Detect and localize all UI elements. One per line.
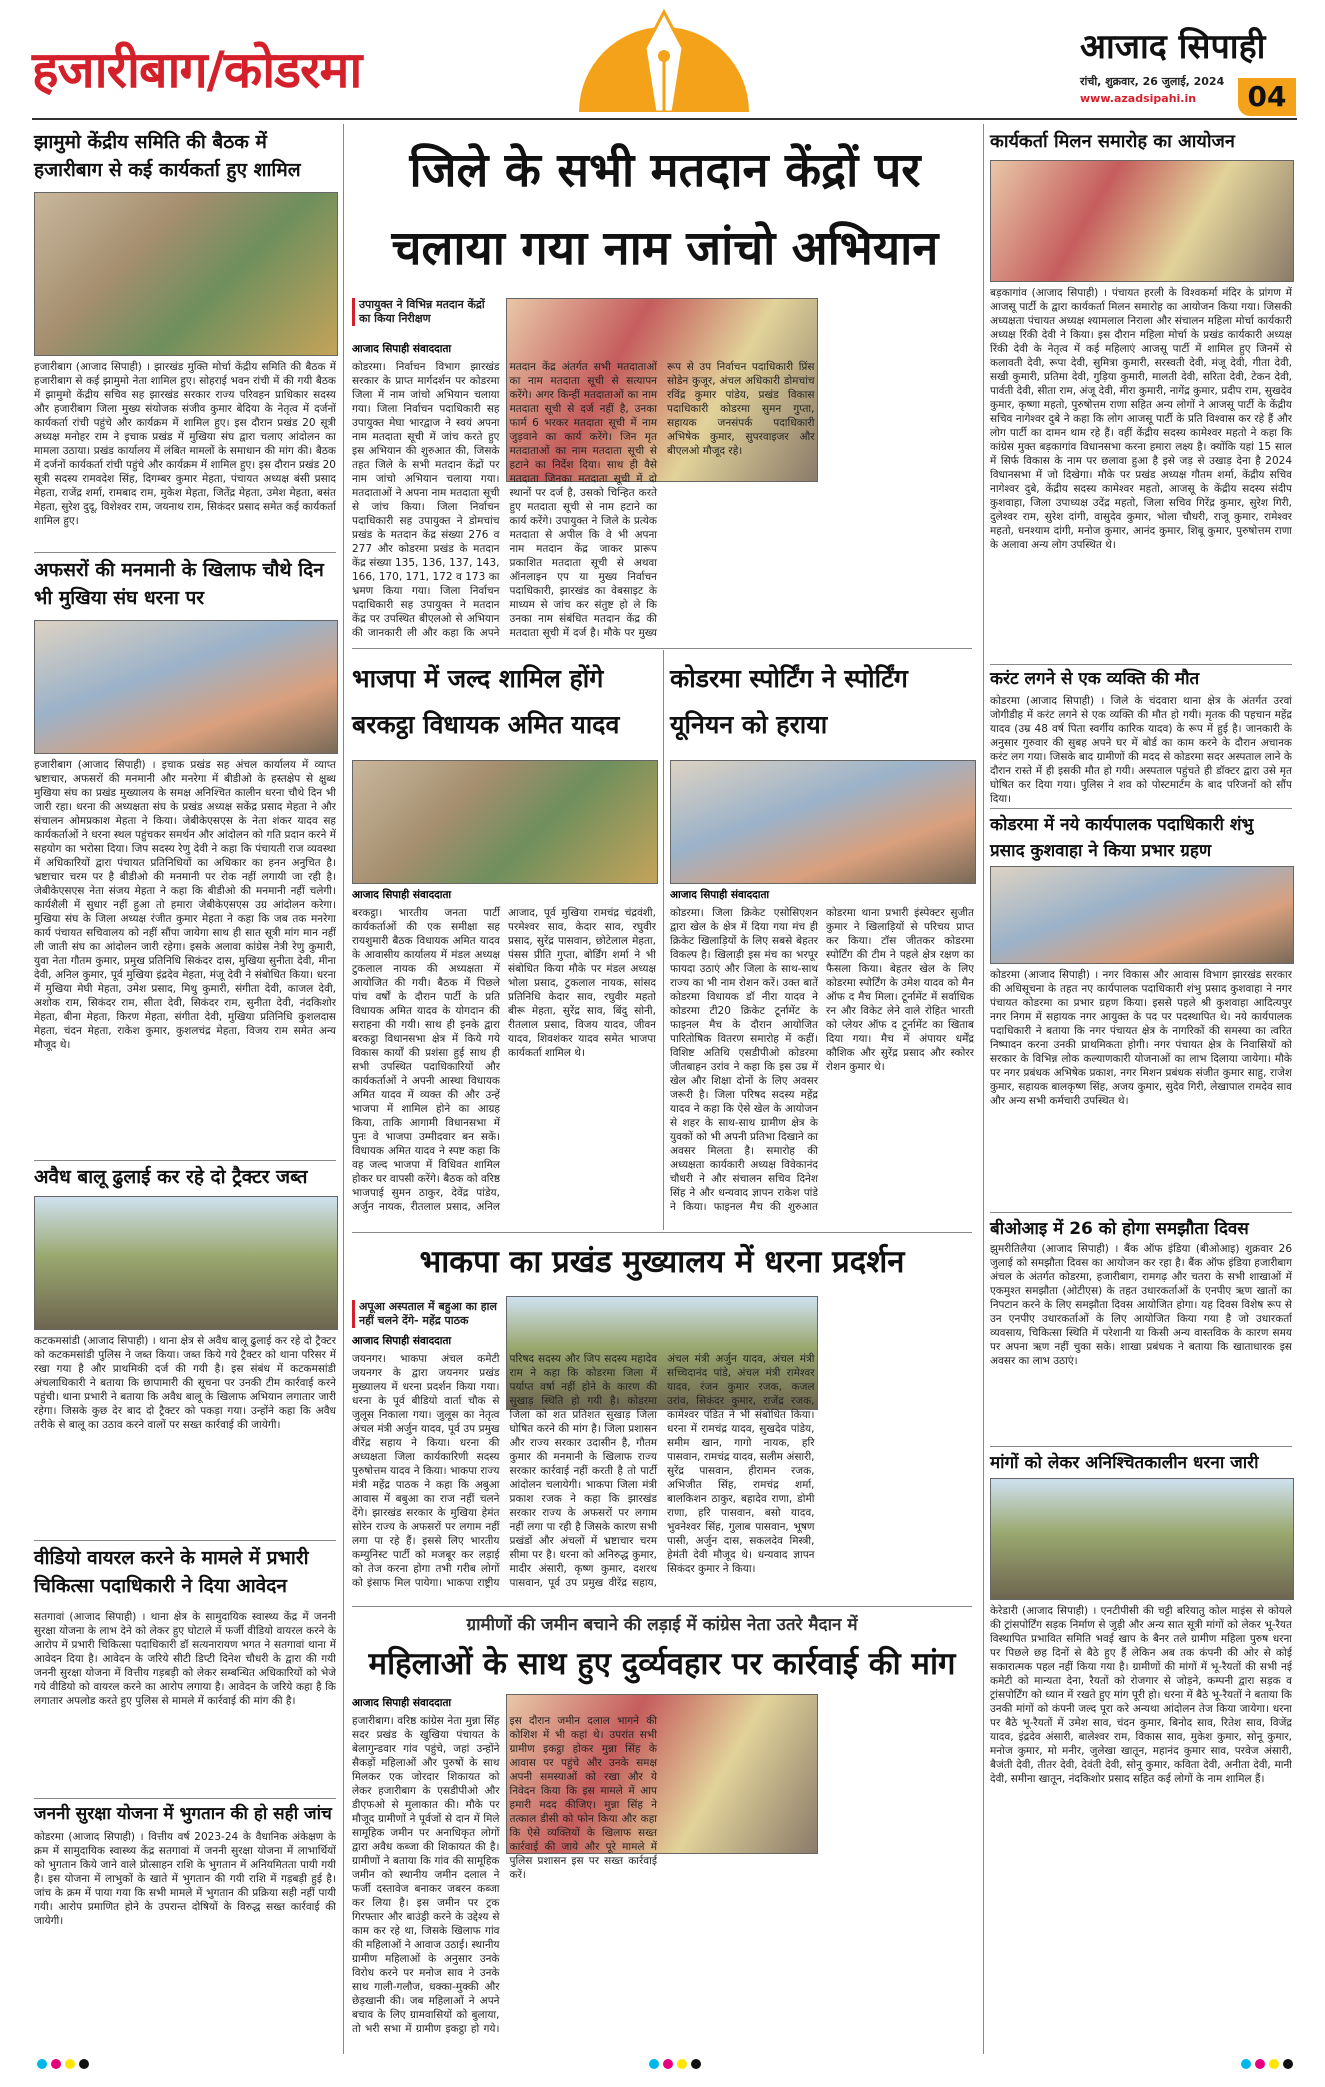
byline-congress: आजाद सिपाही संवाददाता xyxy=(352,1697,452,1709)
article-divider xyxy=(34,1798,336,1799)
column-divider xyxy=(663,650,664,1230)
article-divider xyxy=(352,1606,972,1607)
headline-nagar: कोडरमा में नये कार्यपालक पदाधिकारी शंभु प्रसाद कुशवाहा ने किया प्रभार ग्रहण xyxy=(990,815,1254,861)
masthead xyxy=(0,0,1325,118)
masthead-rule xyxy=(32,118,1297,120)
pen-nib-emblem-icon xyxy=(575,8,753,112)
headline-boi: बीओआइ में 26 को होगा समझौता दिवस xyxy=(990,1219,1249,1239)
article-body-sports xyxy=(670,906,974,1226)
article-divider xyxy=(34,1160,336,1161)
section-title: हजारीबाग/कोडरमा xyxy=(32,41,362,99)
article-body-afsaro: हजारीबाग (आजाद सिपाही) । इचाक प्रखंड सह अंचल कार्यालय में व्याप्त भ्रष्टाचार, अफसरों की मनमानी और मनरेगा में बीडीओ के हस्तक्षेप से क्षुब्ध मुखिया संघ का प्रखंड मुख्यालय के समक्ष अनिश्चित कालीन धरना चौथे दिन भी जारी रहा। धरना की अध्यक्षता संघ के प्रखंड अध्यक्ष सकेंद्र प्रसाद मेहता ने और संचालन ओमप्रकाश मेहता ने किया। जेबीकेएसएस के नेता शंकर यादव सह कार्यकर्ताओं ने धरना स्थल पहुंचकर समर्थन और आंदोलन को गति प्रदान करने में सहयोग का भरोसा दिया। जिप सदस्य रेणु देवी ने कहा कि पंचायती राज व्यवस्था में अधिकारियों द्वारा पंचायत प्रतिनिधियों का अधिकार का हनन अनुचित है। भ्रष्टाचार चरम पर है बीडीओ की मनमानी पर रोक नहीं लगायी जा रही है। जेबीकेएसएस नेता संजय मेहता ने कहा कि बीडीओ की मनमानी नहीं चलेगी। कार्यशैली में सुधार नहीं हुआ तो हमारा जेबीकेएसएस उग्र आंदोलन करेगा। मुखिया संघ के जिला अध्यक्ष रंजीत कुमार मेहता ने कहा कि जब तक मनरेगा कार्य पंचायत सचिवालय को नहीं सौंपा जायेगा साथ ही सात सूत्री मांग मान नहीं ली जाती संघ का आंदोलन जारी रहेगा। इसके अलावा कांग्रेस नेत्री रेणु कुमारी, युवा नेता गौतम कुमार, प्रमुख प्रतिनिधि सिकंदर दास, मुखिया सुनीता देवी, मीना देवी, अनिल कुमार, पूर्व मुखिया इंद्रदेव मेहता, मंजू देवी ने संबोधित किया। धरना में मुखिया मेघी मेहता, उमेश प्रसाद, मिथु कुमारी, संगीता देवी, काजल देवी, अशोक राम, सिकंदर राम, सीता देवी, सिकंदर राम, सुनीता देवी, नंदकिशोर मेहता, बीना मेहता, किरण मेहता, संगीता देवी, मुखिया प्रतिनिधि कुशलदास मेहता, चंदन मेहता, राकेश कुमार, कुशलचंद्र मेहता, विजय राम समेत अन्य मौजूद थे। xyxy=(34,759,336,1051)
column-divider xyxy=(343,124,344,2054)
article-body-nagar: कोडरमा (आजाद सिपाही) । नगर विकास और आवास विभाग झारखंड सरकार की अधिसूचना के तहत नए कार्यपालक पदाधिकारी शंभु प्रसाद कुशवाहा ने नगर पंचायत कोडरमा का प्रभार ग्रहण किया। इससे पहले श्री कुशवाहा आदित्यपुर नगर निगम में सहायक नगर आयुक्त के पद पर पदस्थापित थे। नये कार्यपालक पदाधिकारी ने बताया कि नगर पंचायत क्षेत्र के नागरिकों की समस्या का त्वरित निष्पादन करना उनकी प्राथमिकता होगी। नगर पंचायत क्षेत्र के निवासियों को सरकार के विभिन्न लोक कल्याणकारी योजनाओं का लाभ दिलाया जायेगा। मौके पर नगर प्रबंधक अभिषेक प्रकाश, नगर मिशन प्रबंधक संजीत कुमार साहु, राजेश कुमार, सहायक बालकृष्ण सिंह, अजय कुमार, सुदेव गिरी, लेखापाल रामदेव साव और अन्य सभी कर्मचारी उपस्थित थे। xyxy=(990,969,1292,1107)
paper-name: आजाद सिपाही xyxy=(1080,27,1266,67)
article-body-sports-text: कोडरमा। जिला क्रिकेट एसोसिएशन द्वारा खेल के क्षेत्र में दिया गया मंच ही क्रिकेट खिलाड़ियों के लिए सबसे बेहतर विकल्प है। खिलाड़ी इस मंच का भरपूर फायदा उठाएं और जिला के साथ-साथ राज्य का भी नाम रोशन करें। उक्त बातें कोडरमा विधायक डॉ नीरा यादव ने कोडरमा टी20 क्रिकेट टूर्नामेंट के फाइनल मैच के दौरान आयोजित पारितोषिक वितरण समारोह में कहीं। विशिष्ट अतिथि एसडीपीओ कोडरमा जीतबाहन उरांव ने कहा कि इस उम्र में खेल और शिक्षा दोनों के लिए अवसर जरूरी है। जिला परिषद सदस्य महेंद्र यादव ने कहा कि ऐसे खेल के आयोजन से शहर के साथ-साथ ग्रामीण क्षेत्र के युवकों को भी अपनी प्रतिभा दिखाने का अवसर मिलता है। समारोह की अध्यक्षता कार्यकारी अध्यक्ष विवेकानंद चौधरी ने और संचालन सचिव दिनेश सिंह ने और धन्यवाद ज्ञापन राकेश पांडे ने किया। फाइनल मैच की शुरुआत कोडरमा थाना प्रभारी इंस्पेक्टर सुजीत कुमार ने खिलाड़ियों से परिचय प्राप्त कर किया। टॉस जीतकर कोडरमा स्पोर्टिंग की टीम ने पहले क्षेत्र रक्षण का फैसला किया। बेहतर खेल के लिए कोडरमा स्पोर्टिंग के उमेश यादव को मैन ऑफ द मैच मिला। टूर्नामेंट में सर्वाधिक रन और विकेट लेने वाले रोहित भारती को प्लेयर ऑफ द टूर्नामेंट का खिताब दिया गया। मैच में अंपायर धर्मेंद्र कौशिक और सुरेंद्र प्रसाद और स्कोरर रोशन कुमार थे। xyxy=(670,907,974,1213)
headline-afsaro: अफसरों की मनमानी के खिलाफ चौथे दिन भी मुखिया संघ धरना पर xyxy=(34,559,324,609)
color-dots-icon xyxy=(34,2057,1296,2071)
article-body-karyakarta: बड़कागांव (आजाद सिपाही) । पंचायत हरली के विश्वकर्मा मंदिर के प्रांगण में आजसू पार्टी के द्वारा कार्यकर्ता मिलन समारोह का आयोजन किया गया। जिसकी अध्यक्षता पंचायत अध्यक्ष श्यामलाल निराला और संचालन महिला मोर्चा कार्यकारी अध्यक्ष रिंकी देवी ने किया। इस दौरान महिला मोर्चा के प्रखंड कार्यकारी अध्यक्ष रिंकी देवी के नेतृत्व में कई महिलाएं आजसू पार्टी में शामिल हुए जिनमें से कलावती देवी, रूपा देवी, सुमित्रा कुमारी, सरस्वती देवी, मंजू देवी, गीता देवी, सखी कुमारी, प्रतिमा देवी, गुड़िया कुमारी, मालती देवी, सरिता देवी, टेकन देवी, पार्वती देवी, सीता राम, अंजू देवी, मीरा कुमारी, नागेंद्र कुमार, प्रदीप राम, सुखदेव कुमार, कृष्णा महतो, पुरुषोत्तम राणा सहित अन्य लोगों ने आजसू पार्टी के केंद्रीय सचिव नागेश्वर दुबे ने कहा कि लोग आजसू पार्टी के प्रति विश्वास कर रहे हैं और लोग पार्टी का दामन थाम रहे हैं। वहीं केंद्रीय सदस्य कामेश्वर महतो ने कहा कि कांग्रेस मुक्त बड़कागांव विधानसभा करना हमारा लक्ष्य है। क्योंकि यहां 15 साल में सिर्फ विकास के नाम पर छलावा हुआ है इसे जड़ से उखाड़ देना है 2024 विधानसभा में जो दिखेगा। मौके पर प्रखंड अध्यक्ष गौतम शर्मा, केंद्रीय सचिव नागेश्वर दुबे, केंद्रीय सदस्य कामेश्वर महतो, आजसू के केंद्रीय सदस्य संदीप कुशवाहा, जिला उपाध्यक्ष उदेंद्र महतो, जिला सचिव गिरेंद्र कुमार, सुरेश गिरी, दुलेश्वर राम, सुरेश दांगी, वासुदेव कुमार, भोला चौधरी, राजू कुमार, रामेश्वर महतो, धनश्याम दांगी, मनोज कुमार, आनंद कुमार, शिबू कुमार, पुरुषोत्तम राणा के अलावा अन्य लोग उपस्थित थे। xyxy=(990,287,1292,551)
tag-bhakpa: अपूआ अस्पताल में बहुआ का हाल नहीं चलने देंगे- महेंद्र पाठक xyxy=(352,1300,499,1328)
article-body-bhakpa xyxy=(352,1352,972,1600)
article-divider xyxy=(990,808,1292,809)
photo-cricket-team xyxy=(670,760,976,884)
article-body-bjp-text: बरकट्ठा। भारतीय जनता पार्टी कार्यकर्ताओं की एक समीक्षा सह रायशुमारी बैठक विधायक अमित यादव के आवासीय कार्यालय में मंडल अध्यक्ष टुकलाल नायक की अध्यक्षता में आयोजित की गयी। बैठक में पिछले पांच वर्षों के दौरान पार्टी के प्रति विधायक अमित यादव के योगदान की सराहना की गयी। साथ ही इनके द्वारा बरकट्ठा विधानसभा क्षेत्र में किये गये विकास कार्यों की प्रशंसा हुई साथ ही सभी उपस्थित पदाधिकारियों और कार्यकर्ताओं ने अपनी आस्था विधायक अमित यादव में व्यक्त की और उन्हें भाजपा में शामिल होने का आग्रह किया, ताकि आगामी विधानसभा में पुनः वे भाजपा उम्मीदवार बन सकें। विधायक अमित यादव ने स्पष्ट कहा कि वह जल्द भाजपा में विधिवत शामिल होकर घर वापसी करेंगे। बैठक को वरिष्ठ भाजपाई सुमन ठाकुर, देवेंद्र पांडेय, अर्जुन नायक, रीतलाल प्रसाद, अनिल आजाद, पूर्व मुखिया रामचंद्र चंद्रवंशी, परमेश्वर साव, केदार साव, रघुवीर प्रसाद, सुरेंद्र पासवान, छोटेलाल मेहता, पंसस प्रीति गुप्ता, बोर्डिंग शर्मा ने भी संबोधित किया मौके पर मंडल अध्यक्ष भोला प्रसाद, टुकलाल नायक, सांसद प्रतिनिधि केदार साव, रघुवीर महतो बीरू मेहता, सुरेंद्र साव, बिंदु सोनी, रीतलाल प्रसाद, विजय यादव, जीवन यादव, शिवशंकर यादव समेत भाजपा कार्यकर्ता शामिल थे। xyxy=(352,907,656,1213)
tag-main: उपायुक्त ने विभिन्न मतदान केंद्रों का किया निरीक्षण xyxy=(352,298,499,326)
article-body-balu: कटकमसांडी (आजाद सिपाही) । थाना क्षेत्र से अवैध बालू ढुलाई कर रहे दो ट्रैक्टर को कटकमसांडी पुलिस ने जब्त किया। जब्त किये गये ट्रैक्टर को थाना परिसर में रखा गया है और प्राथमिकी दर्ज की गयी है। इस संबंध में कटकमसांडी अंचलाधिकारी ने बताया कि छापामारी की सूचना पर उनकी टीम कार्रवाई करने पहुंची। थाना प्रभारी ने बताया कि अवैध बालू के खिलाफ अभियान लगातार जारी रहेगा। जिसके कुछ देर बाद दो ट्रैक्टर को पकड़ा गया। उन्होंने कहा कि अवैध तरीके से बालू का उठाव करने वालों पर सख्त कार्रवाई की जायेगी। xyxy=(34,1335,336,1431)
headline-mango: मांगों को लेकर अनिश्चितकालीन धरना जारी xyxy=(990,1453,1259,1473)
article-divider xyxy=(352,1232,972,1233)
article-body-main-text: कोडरमा। निर्वाचन विभाग झारखंड सरकार के प्राप्त मार्गदर्शन पर कोडरमा जिला में नाम जांचो अभियान चलाया गया। जिला निर्वाचन पदाधिकारी सह उपायुक्त मेघा भारद्वाज ने स्वयं अपना नाम मतदाता सूची में जांच करते हुए इस अभियान की शुरुआत की, जिसके तहत जिले के सभी मतदान केंद्रों पर नाम जांचो अभियान चलाया गया। मतदाताओं ने अपना नाम मतदाता सूची से जांच किया। जिला निर्वाचन पदाधिकारी सह उपायुक्त ने डोमचांच प्रखंड के मतदान केंद्र संख्या 276 व 277 और कोडरमा प्रखंड के मतदान केंद्र संख्या 135, 136, 137, 143, 166, 170, 171, 172 व 173 का भ्रमण किया गया। जिला निर्वाचन पदाधिकारी सह उपायुक्त ने मतदान केंद्र पर उपस्थित बीएलओ से अभियान की जानकारी ली और कहा कि अपने मतदान केंद्र अंतर्गत सभी मतदाताओं का नाम मतदाता सूची से सत्यापन करेंगे। अगर किन्हीं मतदाताओं का नाम मतदाता सूची से दर्ज नहीं है, उनका फार्म 6 भरकर मतदाता सूची में नाम जुड़वाने का कार्य करेंगे। जिन मृत मतदाताओं का नाम मतदाता सूची से हटाने का निर्देश दिया। साथ ही वैसे मतदाता जिनका मतदाता सूची में दो स्थानों पर दर्ज है, उसको चिन्हित करते हुए मतदाता सूची से नाम हटाने का कार्य करेंगे। उपायुक्त ने जिले के प्रत्येक मतदाता से अपील कि वे भी अपना नाम मतदान केंद्र जाकर प्रारूप प्रकाशित मतदाता सूची से अथवा ऑनलाइन एप या मुख्य निर्वाचन पदाधिकारी, झारखंड का वेबसाइट के माध्यम से जांच कर संतुष्ट हो ले कि उनका नाम संबंधित मतदान केंद्र की मतदाता सूची में दर्ज है। मौके पर मुख्य रूप से उप निर्वाचन पदाधिकारी प्रिंस सोडेन कुजूर, अंचल अधिकारी डोमचांच रविंद्र कुमार पांडेय, प्रखंड विकास पदाधिकारी कोडरमा सुमन गुप्ता, सहायक जनसंपर्क पदाधिकारी अभिषेक कुमार, सुपरवाइजर और बीएलओ मौजूद रहे। xyxy=(352,361,815,639)
article-body-congress xyxy=(352,1714,972,2040)
registration-marks xyxy=(34,2056,1296,2070)
byline-main: आजाद सिपाही संवाददाता xyxy=(352,343,452,355)
photo-protest-tent xyxy=(990,1478,1294,1600)
article-body-janani: कोडरमा (आजाद सिपाही) । वित्तीय वर्ष 2023-24 के वैधानिक अंकेक्षण के क्रम में सामुदायिक स्वास्थ्य केंद्र सतगावां में जननी सुरक्षा योजना में लाभार्थियों को भुगतान किये जाने वाले प्रोत्साहन राशि के भुगतान में अनियमितता पायी गयी है। इस योजना में लाभुकों के खाते में भुगतान की गयी राशि में गड़बड़ी हुई है। जांच के क्रम में पाया गया कि सभी मामले में भुगतान की प्रक्रिया सही नहीं पायी गयी। आरोप प्रमाणित होने के उपरान्त दोषियों के विरुद्ध सख्त कार्रवाई की जायेगी। xyxy=(34,1831,336,1927)
headline-congress: महिलाओं के साथ हुए दुर्व्यवहार पर कार्रवाई की मांग xyxy=(368,1646,956,1682)
article-body-current: कोडरमा (आजाद सिपाही) । जिले के चंदवारा थाना क्षेत्र के अंतर्गत उरवां जोगीडीह में करंट लगने से एक व्यक्ति की मौत हो गयी। मृतक की पहचान महेंद्र यादव (उम्र 48 वर्ष पिता स्वर्गीय कारिक यादव) के रूप में हुई है। जानकारी के अनुसार गुरुवार की सुबह अपने घर में बोर्ड का काम करने के दौरान अचानक करंट लग गया। जिसके बाद ग्रामीणों की मदद से कोडरमा सदर अस्पताल लाने के दौरान रास्ते में ही इसकी मौत हो गयी। अस्पताल पहुंचते ही डॉक्टर द्वारा उसे मृत घोषित कर दिया गया। पुलिस ने शव को पोस्टमार्टम के बाद परिजनों को सौंप दिया। xyxy=(990,695,1292,805)
photo-tractor-seized xyxy=(34,1196,338,1330)
headline-current: करंट लगने से एक व्यक्ति की मौत xyxy=(990,669,1200,689)
headline-jmm: झामुमो केंद्रीय समिति की बैठक में हजारीबाग से कई कार्यकर्ता हुए शामिल xyxy=(34,131,301,181)
headline-main: जिले के सभी मतदान केंद्रों पर चलाया गया नाम जांचो अभियान xyxy=(391,143,939,276)
article-body-boi: झुमरीतिलैया (आजाद सिपाही) । बैंक ऑफ इंडिया (बीओआइ) शुक्रवार 26 जुलाई को समझौता दिवस का आयोजन कर रहा है। बैंक ऑफ इंडिया हजारीबाग अंचल के अंतर्गत कोडरमा, हजारीबाग, रामगढ़ और चतरा के सभी शाखाओं में एकमुश्त समझौता (ओटीएस) के तहत उधारकर्ताओं के एनपीए ऋण खातों का निपटान करने के लिए समझौता दिवस आयोजित होगा। यह दिवस विशेष रूप से उन एनपीए उधारकर्ताओं के लिए आयोजित किया गया है जो उधारकर्ता व्यवसाय, चिकित्सा स्थिति में परेशानी या किसी अन्य वास्तविक के कारण समय पर अपना ऋण नहीं चुका सके। शाखा प्रबंधक ने बताया कि खाताधारक इस अवसर का लाभ उठाएं। xyxy=(990,1243,1292,1367)
photo-officials xyxy=(990,866,1294,964)
photo-ajsu-meet xyxy=(990,160,1294,282)
article-divider xyxy=(990,1446,1292,1447)
article-body-main xyxy=(352,360,972,650)
dateline: रांची, शुक्रवार, 26 जुलाई, 2024 xyxy=(1080,75,1225,88)
byline-bhakpa: आजाद सिपाही संवाददाता xyxy=(352,1335,452,1347)
kicker-congress: ग्रामीणों की जमीन बचाने की लड़ाई में कांग्रेस नेता उतरे मैदान में xyxy=(466,1615,858,1635)
article-body-video: सतगावां (आजाद सिपाही) । थाना क्षेत्र के सामुदायिक स्वास्थ्य केंद्र में जननी सुरक्षा योजना के लाभ देने को लेकर हुए घोटाले में फर्जी वीडियो वायरल करने के आरोप में प्रभारी चिकित्सा पदाधिकारी डॉ सत्यनारायण भगत ने सतगावां थाना में आवेदन दिया है। आवेदन के जरिये सीटी डिप्टी दिनेश चौधरी के द्वारा की गयी जननी सुरक्षा योजना में वित्तीय गड़बड़ी को लेकर सम्बन्धित अधिकारियों को भेजे गये वीडियो को वायरल करने का आरोप लगाया है। आवेदन के जरिये कहा है कि लगातार अपलोड करते हुए पुलिस से मामले में कार्रवाई की मांग की है। xyxy=(34,1611,336,1707)
headline-bjp: भाजपा में जल्द शामिल होंगे बरकट्ठा विधायक अमित यादव xyxy=(352,664,620,739)
byline-bjp: आजाद सिपाही संवाददाता xyxy=(352,889,452,901)
article-body-jmm: हजारीबाग (आजाद सिपाही) । झारखंड मुक्ति मोर्चा केंद्रीय समिति की बैठक में हजारीबाग से कई झामुमो नेता शामिल हुए। सोहराई भवन रांची में की गयी बैठक में झामुमो केंद्रीय सचिव सह झारखंड सरकार राज्य परिवहन प्राधिकार सदस्य और हजारीबाग जिला मुख्य संयोजक संजीव कुमार बेदिया के नेतृत्व में दर्जनों कार्यकर्ता रांची पहुंचे और कार्यक्रम में शामिल हुए। इस दौरान प्रखंड 20 सूत्री अध्यक्ष मनोहर राम ने इचाक प्रखंड में मुखिया संघ द्वारा चलाए आंदोलन का मामला उठाया। प्रखंड कार्यालय में लंबित मामलों के समाधान की मांग की। बैठक में दर्जनों कार्यकर्ता रांची पहुंचे और कार्यक्रम में शामिल हुए। इस दौरान प्रखंड 20 सूत्री सदस्य रामवदेश सिंह, दिगम्बर कुमार मेहता, पंचायत अध्यक्ष बंसी प्रसाद मेहता, राजेंद्र शर्मा, रामबाद राम, मुकेश मेहता, जितेंद्र मेहता, उमेश मेहता, बसंत मेहता, सुरेश दुदू, विशेश्वर राम, जयनाथ राम, सिकंदर प्रसाद समेत कई कार्यकर्ता शामिल हुए। xyxy=(34,361,336,527)
photo-mukhiya-protest xyxy=(34,620,338,754)
article-body-congress-text: हजारीबाग। वरिष्ठ कांग्रेस नेता मुन्ना सिंह सदर प्रखंड के खुखिया पंचायत के बेलागुन्डवार गांव पहुंचे, जहां उन्होंने सैकड़ों महिलाओं और पुरुषों के साथ मिलकर एक जोरदार शिकायत को लेकर हजारीबाग के एसडीपीओ और डीएफओ से मुलाकात की। मौके पर मौजूद ग्रामीणों ने पूर्वजों से दान में मिले सामूहिक जमीन पर अनाधिकृत लोगों द्वारा अवैध कब्जा की शिकायत की है। ग्रामीणों ने बताया कि गांव की सामूहिक जमीन को स्थानीय जमीन दलाल ने फर्जी दस्तावेज बनाकर जबरन कब्जा कर लिया है। इस जमीन पर ट्रक गिरफ्तार और बाउंड्री करने के उद्देश्य से काम कर रहे था, जिसके खिलाफ गांव की महिलाओं ने आवाज उठाई। स्थानीय ग्रामीण महिलाओं के अनुसार उनके विरोध करने पर मनोज साव ने उनके साथ गाली-गलौज, धक्का-मुक्की और छेड़खानी की। जब महिलाओं ने अपने बचाव के लिए ग्रामवासियों को बुलाया, तो भरी सभा में ग्रामीण इकट्ठा हो गये। इस दौरान जमीन दलाल भागने की कोशिश में भी कहां थे। उपरांत सभी ग्रामीण इकट्ठा होकर मुन्ना सिंह के आवास पर पहुंचे और उनके समक्ष अपनी समस्याओं को रखा और ये निवेदन किया कि इस मामले में आप हमारी मदद कीजिए। मुन्ना सिंह ने तत्काल डीसी को फोन किया और कहा कि ऐसे व्यक्तियों के खिलाफ सख्त कार्रवाई की जाये और पूरे मामले में पुलिस प्रशासन इस पर सख्त कार्रवाई करें। xyxy=(352,1715,657,2035)
article-divider xyxy=(352,648,972,649)
byline-sports: आजाद सिपाही संवाददाता xyxy=(670,889,770,901)
headline-karyakarta: कार्यकर्ता मिलन समारोह का आयोजन xyxy=(990,131,1235,152)
headline-sports: कोडरमा स्पोर्टिंग ने स्पोर्टिंग यूनियन को हराया xyxy=(670,664,908,739)
photo-jmm-meeting xyxy=(34,192,338,356)
article-divider xyxy=(990,664,1292,665)
photo-bjp-meeting xyxy=(352,760,658,884)
headline-janani: जननी सुरक्षा योजना में भुगतान की हो सही जांच xyxy=(34,1804,332,1824)
website: www.azadsipahi.in xyxy=(1080,92,1197,105)
headline-bhakpa: भाकपा का प्रखंड मुख्यालय में धरना प्रदर्शन xyxy=(419,1244,905,1280)
article-divider xyxy=(990,1212,1292,1213)
article-body-mango: केरेडारी (आजाद सिपाही) । एनटीपीसी की चट्टी बरियातु कोल माइंस से कोयले की ट्रांसपोर्टिंग सड़क निर्माण से जुड़ी और अन्य सात सूत्री मांगों को लेकर भू-रैयत विस्थापित प्रभावित समिति भवई खाप के बैनर तले ग्रामीण महिला पुरुष धरना पर पिछले छह दिनों से बैठे हुए हैं लेकिन अब तक कंपनी की ओर से कोई सकारात्मक पहल नहीं किया गया है। ग्रामीणों की मांगों में भू-रैयतों की सभी नई कमेटी को मान्यता देना, रैयतों को रोजगार से जोड़ने, कम्पनी द्वारा सड़क व ट्रांसपोर्टिंग को ध्यान में रखते हुए मांग पूरी हो। धरना में बैठे भू-रैयतों ने बताया कि उनकी मांगों को कंपनी जल्द पूरा करे अन्यथा आंदोलन तेज किया जायेगा। धरना पर बैठे भू-रैयतों में उमेश साव, चंदन कुमार, बिनोद साव, रितेश साव, विजेंद्र यादव, इंद्रदेव अंसारी, बालेश्वर राम, विकास साव, मुकेश कुमार, सोनू कुमार, मनोज कुमार, मो मनीर, जुलेखा खातून, महानंद कुमार साव, परवेज अंसारी, बैजंती देवी, तीतर देवी, देवंती देवी, सोनू कुमार, कविता देवी, अनीता देवी, मानी देवी, समीना खातून, नंदकिशोर प्रसाद सहित कई लोगों के नाम शामिल हैं। xyxy=(990,1605,1292,1785)
article-divider xyxy=(34,552,336,553)
article-divider xyxy=(34,1540,336,1541)
headline-video: वीडियो वायरल करने के मामले में प्रभारी चिकित्सा पदाधिकारी ने दिया आवेदन xyxy=(34,1547,309,1597)
article-body-bjp xyxy=(352,906,656,1226)
headline-balu: अवैध बालू ढुलाई कर रहे दो ट्रैक्टर जब्त xyxy=(34,1166,308,1188)
column-divider xyxy=(983,124,984,2054)
article-body-bhakpa-text: जयनगर। भाकपा अंचल कमेटी जयनगर के द्वारा जयनगर प्रखंड मुख्यालय में धरना प्रदर्शन किया गया। धरना के पूर्व बीडियो वार्ता चौक से जुलूस निकाला गया। जुलूस का नेतृत्व अंचल मंत्री अर्जुन यादव, पूर्व उप प्रमुख वीरेंद्र सहाय ने किया। धरना की अध्यक्षता जिला कार्यकारिणी सदस्य पुरुषोत्तम यादव ने किया। भाकपा राज्य मंत्री महेंद्र पाठक ने कहा कि अबुआ आवास में बबुआ का राज नहीं चलने देंगे। झारखंड सरकार के मुखिया हेमंत सोरेन राज्य के अफसरों पर लगाम नहीं लगा पा रहे हैं। इससे लिए भारतीय कम्युनिस्ट पार्टी को मजबूर कर लड़ाई को तेज करना होगा तभी गरीब लोगों को इंसाफ मिल पायेगा। भाकपा राष्ट्रीय परिषद सदस्य और जिप सदस्य महादेव राम ने कहा कि कोडरमा जिला में पर्याप्त वर्षा नहीं होने के कारण की सुखाड़ स्थिति हो गयी है। कोडरमा जिला को शत प्रतिशत सुखाड़ जिला घोषित करने की मांग है। जिला प्रशासन और राज्य सरकार उदासीन है, गौतम कुमार की मनमानी के खिलाफ राज्य सरकार कार्रवाई नहीं करती है तो पार्टी आंदोलन चलायेगी। भाकपा जिला मंत्री प्रकाश रजक ने कहा कि झारखंड सरकार राज्य के अफसरों पर लगाम नहीं लगा पा रही है जिसके कारण सभी प्रखंडों और अंचलों में भ्रष्टाचार चरम सीमा पर है। धरना को अनिरुद्ध कुमार, मादीर अंसारी, कृष्ण कुमार, दशरथ पासवान, पूर्व उप प्रमुख वीरेंद्र सहाय, अंचल मंत्री अर्जुन यादव, अंचल मंत्री सच्चिदानंद पांडे, अंचल मंत्री रामेश्वर यादव, रंजन कुमार रजक, कजल उरांव, सिकंदर कुमार, राजेंद्र रजक, कामेश्वर पंडित ने भी संबोधित किया। धरना में रामचंद्र यादव, सुखदेव पांडेय, समीम खान, गागो नायक, हरि पासवान, रामचंद्र यादव, सलीम अंसारी, सुरेंद्र पासवान, हीरामन रजक, अभिजीत सिंह, रामचंद्र शर्मा, बालकिशन ठाकुर, बहादेव राणा, डोमी राणा, हरि पासवान, बसो यादव, भुवनेश्वर सिंह, गुलाब पासवान, भूषण पासी, अर्जुन दास, सकलदेव मिस्त्री, हेमंती देवी मौजूद थे। धन्यवाद ज्ञापन सिकंदर कुमार ने किया। xyxy=(352,1353,815,1589)
page-number: 04 xyxy=(1247,80,1287,113)
